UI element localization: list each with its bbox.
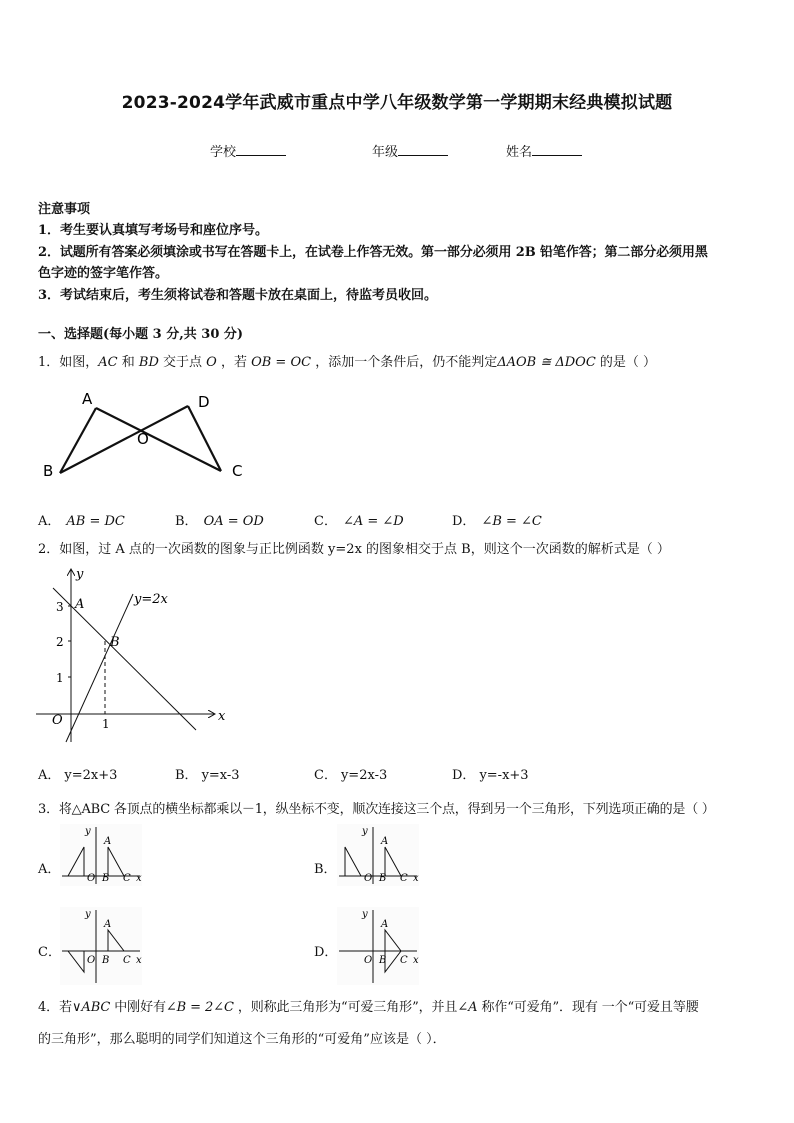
point-c-label: C bbox=[232, 462, 243, 480]
svg-text:C: C bbox=[400, 955, 408, 966]
grade-blank[interactable] bbox=[398, 143, 448, 156]
question-1-text: 1．如图，AC 和 BD 交于点 O ，若 OB = OC ，添加一个条件后，仍不能判定ΔAOB ≅ ΔDOC 的是（ ） bbox=[38, 355, 657, 370]
name-label: 姓名 bbox=[506, 145, 533, 160]
svg-text:y: y bbox=[362, 826, 368, 837]
question-2-text: 2．如图，过 A 点的一次函数的图象与正比例函数 y=2x 的图象相交于点 B，则这个一次函数的解析式是（ ） bbox=[38, 542, 670, 557]
triangle-abc bbox=[108, 930, 124, 951]
q3-option-d[interactable]: D． bbox=[314, 945, 338, 960]
q3-option-d-figure bbox=[337, 907, 419, 985]
school-field bbox=[210, 141, 286, 160]
notes-heading: 注意事项 bbox=[38, 202, 91, 217]
origin-label: O bbox=[52, 713, 63, 728]
point-a-label: A bbox=[75, 597, 85, 612]
point-o-label: O bbox=[137, 430, 149, 448]
school-blank[interactable] bbox=[236, 143, 286, 156]
note-item: 色字迹的签字笔作答。 bbox=[38, 266, 169, 281]
point-d-label: D bbox=[198, 393, 210, 411]
svg-text:B: B bbox=[379, 873, 387, 884]
svg-text:O: O bbox=[364, 873, 373, 884]
note-item: 2．试题所有答案必须填涂或书写在答题卡上，在试卷上作答无效。第一部分必须用 2B 铅笔作答；第二部分必须用黑 bbox=[38, 245, 708, 260]
point-b-label: B bbox=[110, 635, 120, 650]
note-item: 3．考试结束后，考生须将试卷和答题卡放在桌面上，待监考员收回。 bbox=[38, 288, 438, 303]
school-label: 学校 bbox=[210, 145, 237, 160]
svg-text:C: C bbox=[400, 873, 408, 884]
question-3-text: 3．将△ABC 各顶点的横坐标都乘以－1，纵坐标不变，顺次连接这三个点，得到另一个三角形，下列选项正确的是（ ） bbox=[38, 802, 715, 817]
svg-text:x: x bbox=[413, 955, 419, 966]
triangle-image bbox=[68, 847, 84, 876]
svg-text:O: O bbox=[87, 955, 96, 966]
question-4-text-line1: 4．若∨ABC 中刚好有∠B = 2∠C ，则称此三角形为“可爱三角形”，并且∠A 称作“可爱角”．现有 一个“可爱且等腰 bbox=[38, 1000, 699, 1015]
q3-option-b[interactable]: B． bbox=[314, 862, 337, 877]
svg-text:x: x bbox=[136, 873, 142, 884]
svg-text:A: A bbox=[104, 919, 112, 930]
section-heading: 一、选择题(每小题 3 分,共 30 分) bbox=[38, 327, 244, 342]
q1-option-b[interactable]: B． OA = OD bbox=[175, 514, 264, 529]
triangle-image bbox=[68, 951, 84, 972]
q1-option-d[interactable]: D． ∠B = ∠C bbox=[452, 514, 542, 529]
tick-x-1: 1 bbox=[102, 717, 110, 731]
svg-text:A: A bbox=[381, 919, 389, 930]
q2-option-d[interactable]: D． y=-x+3 bbox=[452, 768, 529, 783]
y-axis-label: y bbox=[76, 567, 84, 582]
x-axis-label: x bbox=[218, 709, 226, 724]
svg-text:y: y bbox=[362, 909, 368, 920]
triangle-image bbox=[385, 951, 401, 972]
question-1-figure bbox=[30, 385, 260, 485]
name-blank[interactable] bbox=[532, 143, 582, 156]
triangle-abc bbox=[385, 847, 401, 876]
svg-text:C: C bbox=[123, 873, 131, 884]
svg-text:x: x bbox=[136, 955, 142, 966]
svg-text:y: y bbox=[85, 909, 91, 920]
triangle-abc bbox=[108, 847, 124, 876]
name-field bbox=[506, 141, 582, 160]
q3-option-b-figure bbox=[337, 824, 419, 886]
svg-text:O: O bbox=[364, 955, 373, 966]
svg-text:B: B bbox=[102, 873, 110, 884]
q3-option-c[interactable]: C． bbox=[38, 945, 61, 960]
note-item: 1．考生要认真填写考场号和座位序号。 bbox=[38, 223, 269, 238]
tick-y-3: 3 bbox=[56, 600, 64, 614]
line-y-2x bbox=[66, 594, 133, 742]
grade-label: 年级 bbox=[372, 145, 399, 160]
q2-option-c[interactable]: C． y=2x-3 bbox=[314, 768, 388, 783]
segment-dc bbox=[188, 406, 221, 471]
point-a-label: A bbox=[82, 390, 93, 408]
triangle-abc bbox=[385, 930, 401, 951]
q1-option-c[interactable]: C． ∠A = ∠D bbox=[314, 514, 404, 529]
q3-option-a-figure bbox=[60, 824, 142, 886]
q3-option-c-figure bbox=[60, 907, 142, 985]
svg-text:C: C bbox=[123, 955, 131, 966]
tick-y-2: 2 bbox=[56, 635, 64, 649]
question-2-figure bbox=[30, 562, 230, 747]
svg-text:B: B bbox=[379, 955, 387, 966]
tick-y-1: 1 bbox=[56, 671, 64, 685]
svg-text:A: A bbox=[104, 836, 112, 847]
svg-text:O: O bbox=[87, 873, 96, 884]
triangle-image bbox=[345, 847, 361, 876]
q1-option-a[interactable]: A． AB = DC bbox=[38, 514, 125, 529]
q2-option-b[interactable]: B． y=x-3 bbox=[175, 768, 240, 783]
page-title: 2023-2024学年武威市重点中学八年级数学第一学期期末经典模拟试题 bbox=[121, 93, 673, 113]
grade-field bbox=[372, 141, 448, 160]
svg-text:B: B bbox=[102, 955, 110, 966]
svg-text:x: x bbox=[413, 873, 419, 884]
question-4-text-line2: 的三角形”，那么聪明的同学们知道这个三角形的“可爱角”应该是（ ）． bbox=[38, 1032, 446, 1047]
svg-text:y: y bbox=[85, 826, 91, 837]
q2-option-a[interactable]: A． y=2x+3 bbox=[38, 768, 118, 783]
svg-text:A: A bbox=[381, 836, 389, 847]
point-b-label: B bbox=[43, 462, 54, 480]
segment-ac bbox=[96, 408, 221, 471]
q3-option-a[interactable]: A． bbox=[38, 862, 61, 877]
line-label-y-2x: y=2x bbox=[134, 592, 168, 607]
